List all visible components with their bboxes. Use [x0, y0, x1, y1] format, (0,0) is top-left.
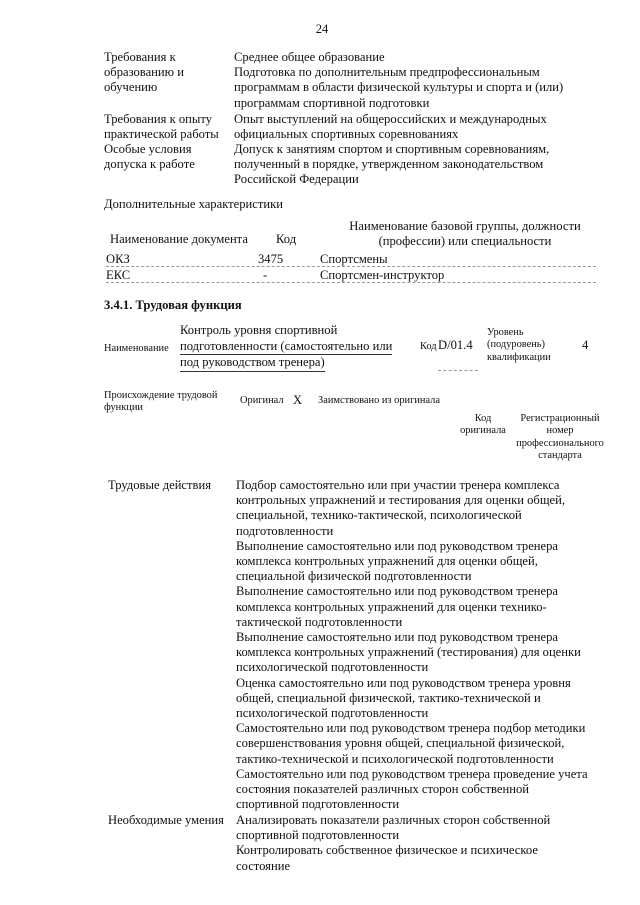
text-line: тактико-технической и психологической подготовленности [236, 751, 554, 766]
extra-header-name: Наименование базовой группы, должности (профессии) или специальности [349, 219, 581, 249]
text-line: Опыт выступлений на общероссийских и международных [234, 112, 547, 126]
original-mark: X [293, 393, 303, 407]
text-line: Контролировать собственное физическое и психическое [236, 843, 538, 858]
page-number: 24 [315, 22, 329, 36]
text-line: официальных спортивных соревнованиях [234, 127, 459, 142]
code-original-label: Код оригинала [460, 413, 506, 437]
text-line: Подготовка по дополнительным предпрофессиональным [234, 65, 540, 80]
text-line: Контроль уровня спортивной [180, 323, 338, 337]
extra-row-code: - [263, 268, 268, 282]
text-line: Выполнение самостоятельно или под руководством тренера [236, 584, 558, 599]
text-line: Оценка самостоятельно или под руководством тренера уровня [236, 675, 571, 690]
table-divider [438, 370, 478, 371]
text-line: Российской Федерации [234, 172, 359, 187]
text-line: общей, специальной физической, тактико-технической и [236, 690, 541, 705]
text-line: контрольных упражнений и тестирования для оценки общей, [236, 493, 565, 508]
req-education-value [234, 50, 614, 111]
text-line: Подбор самостоятельно или при участии тренера комплекса [236, 478, 560, 492]
text-line: Допуск к занятиям спортом и спортивным соревнованиям, [234, 142, 550, 156]
req-conditions-label: Особые условия допуска к работе [104, 142, 195, 172]
extra-row-code: 3475 [258, 252, 284, 266]
function-code-label: Код [420, 341, 437, 352]
function-code-value: D/01.4 [438, 338, 473, 352]
text-line: совершенствования уровня общей, специальной физической, [236, 736, 565, 751]
req-education-label: Требования к образованию и обучению [104, 50, 184, 95]
text-line: специальной физической подготовленности [236, 569, 472, 584]
function-level-label: Уровень (подуровень) квалификации [487, 327, 551, 363]
actions-list [236, 478, 616, 812]
reg-number-label: Регистрационный номер профессионального стандарта [516, 413, 604, 462]
text-line: программам спортивной подготовки [234, 95, 430, 110]
original-label: Оригинал [240, 395, 284, 406]
text-line: комплекса контрольных упражнений для оценки технико- [236, 599, 547, 614]
function-title: 3.4.1. Трудовая функция [104, 298, 242, 312]
text-line: состояния показателей различных сторон собственной [236, 782, 529, 797]
text-line: Выполнение самостоятельно или под руководством тренера [236, 538, 558, 553]
text-line: психологической подготовленности [236, 660, 429, 675]
extra-title: Дополнительные характеристики [104, 197, 283, 211]
text-line: Среднее общее образование [234, 50, 385, 64]
extra-header-doc: Наименование документа [110, 232, 248, 246]
function-name-value [180, 323, 418, 372]
text-line: комплекса контрольных упражнений (тестирования) для оценки [236, 645, 581, 660]
text-line: психологической подготовленности [236, 706, 429, 721]
text-line: тактической подготовленности [236, 614, 403, 629]
text-line: Самостоятельно или под руководством тренера проведение учета [236, 766, 588, 781]
extra-row-doc: ЕКС [106, 268, 131, 282]
text-line: полученный в порядке, утвержденном законодательством [234, 157, 544, 172]
text-line: подготовленности (самостоятельно или [180, 339, 392, 356]
function-level-value: 4 [582, 338, 589, 352]
extra-row-name: Спортсмены [320, 252, 388, 266]
text-line: под руководством тренера) [180, 355, 325, 372]
text-line: Самостоятельно или под руководством тренера подбор методики [236, 721, 586, 736]
req-experience-value [234, 112, 614, 142]
text-line: спортивной подготовленности [236, 828, 400, 843]
function-name-label: Наименование [104, 343, 169, 354]
skills-label: Необходимые умения [108, 813, 224, 827]
extra-header-code: Код [276, 232, 297, 246]
skills-list [236, 813, 616, 874]
text-line: специальной, технико-тактической, психологической [236, 508, 522, 523]
borrowed-label: Заимствовано из оригинала [318, 395, 440, 406]
req-experience-label: Требования к опыту практической работы [104, 112, 219, 142]
extra-row-doc: ОКЗ [106, 252, 130, 266]
origin-label: Происхождение трудовой функции [104, 390, 218, 414]
text-line: спортивной подготовленности [236, 797, 400, 812]
text-line: Выполнение самостоятельно или под руководством тренера [236, 630, 558, 645]
req-conditions-value [234, 142, 614, 188]
extra-row-name: Спортсмен-инструктор [320, 268, 445, 282]
actions-label: Трудовые действия [108, 478, 212, 492]
text-line: комплекса контрольных упражнений для оценки общей, [236, 554, 538, 569]
text-line: программам в области физической культуры и спорта и (или) [234, 80, 564, 95]
text-line: состояние [236, 858, 291, 873]
text-line: подготовленности [236, 523, 334, 538]
text-line: Анализировать показатели различных сторон собственной [236, 813, 551, 827]
